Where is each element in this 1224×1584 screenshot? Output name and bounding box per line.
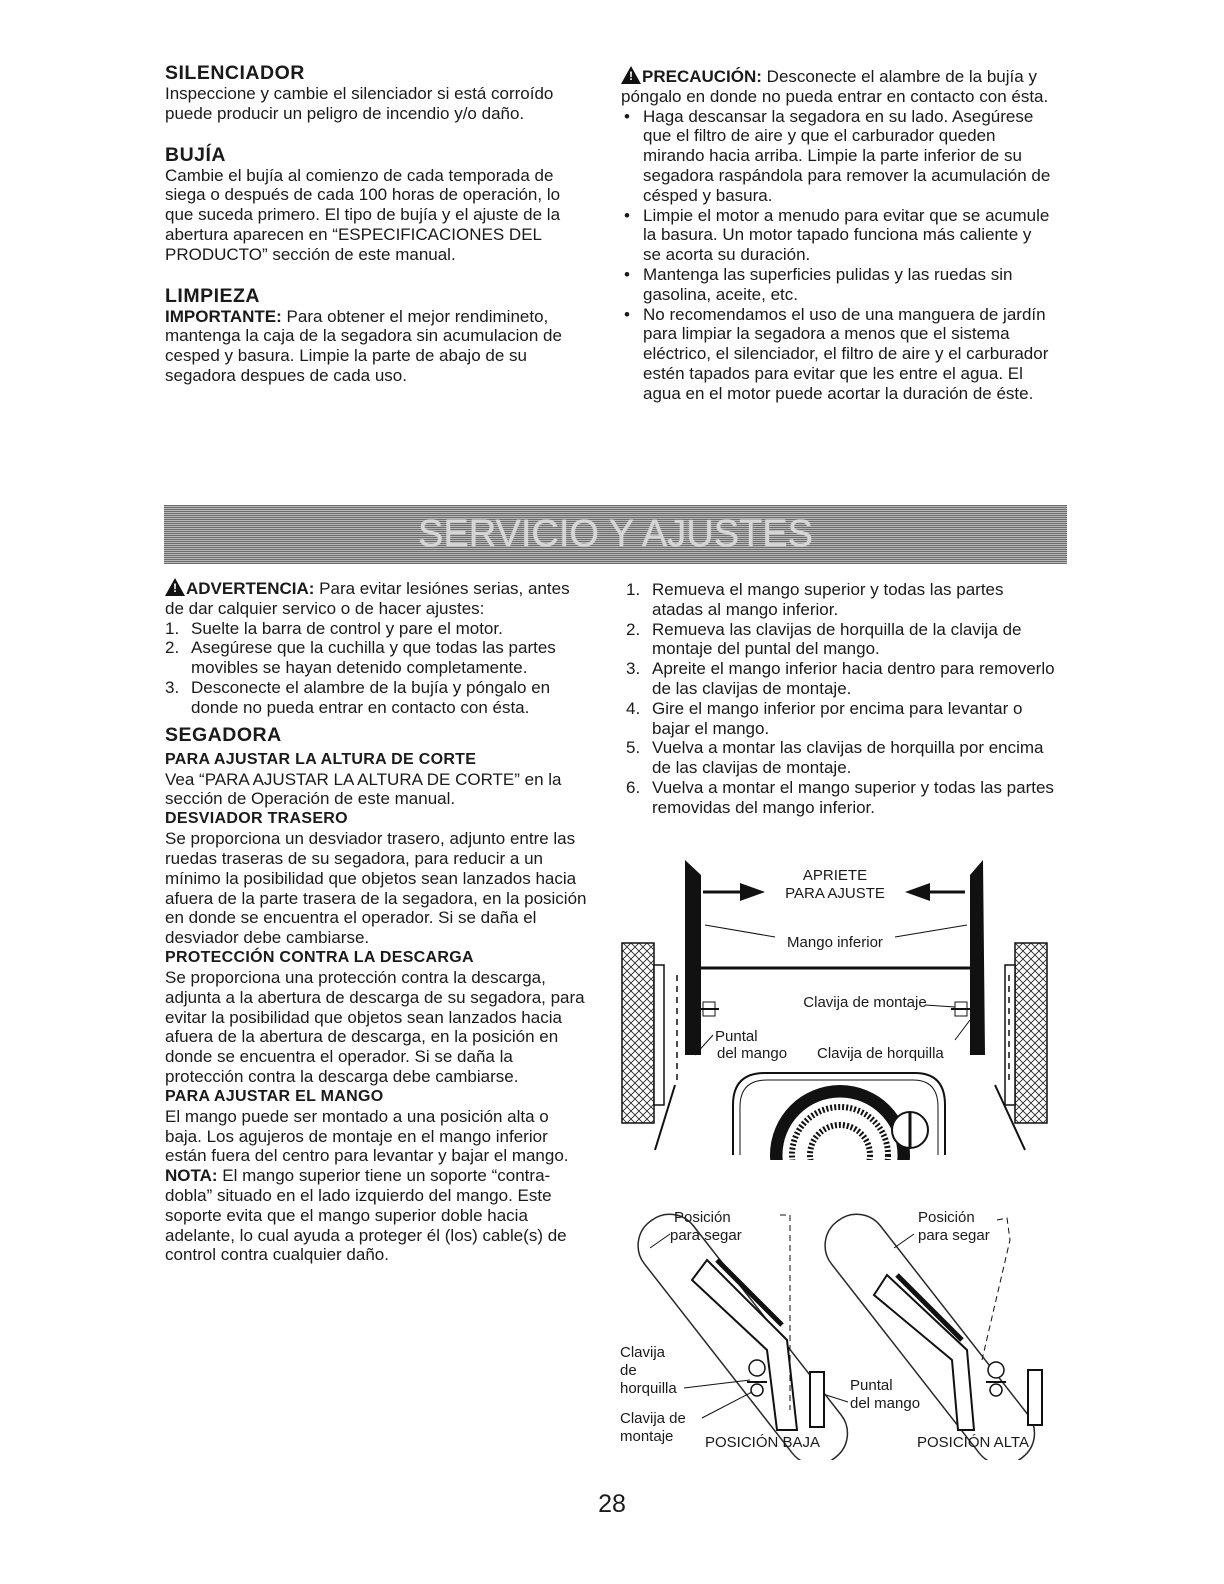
desviador-text: Se proporciona un desviador trasero, adjunto entre las ruedas traseras de su segadora, para reducir a un mínimo la posibilidad que objetos sean lanzados hacia afuera de la parte trasera de la segadora, en la posición en donde se encuentra el operador. Si se daña el desviador debe cambiarse.	[165, 829, 587, 948]
list-item	[626, 778, 1056, 818]
list-item: • Mantenga las superficies pulidas y las ruedas sin gasolina, aceite, etc.	[621, 265, 1051, 305]
advertencia-steps	[165, 619, 590, 718]
posicion-right-label: Posición	[918, 1209, 975, 1226]
step-text: Desconecte el alambre de la bujía y póngalo en donde no pueda entrar en contacto con ésta.	[191, 677, 551, 717]
step-number: 1.	[165, 618, 180, 638]
right-lower-handle	[970, 860, 985, 1055]
warning-triangle-icon	[621, 66, 641, 84]
list-item: • No recomendamos el uso de una manguera de jardín para limpiar la segadora a menos que el sistema eléctrico, el silenciador, el filtro de aire y el carburador estén tapados para evitar que les entre el agua. El agua en el motor puede acortar la duración de éste.	[621, 305, 1051, 404]
list-item	[626, 580, 1056, 620]
list-item	[165, 619, 590, 639]
advertencia-lead: ADVERTENCIA:	[186, 579, 315, 598]
step-number: 5.	[626, 738, 641, 758]
engine-fan	[770, 1085, 910, 1160]
advertencia-text	[165, 578, 590, 619]
page-number: 28	[598, 1490, 626, 1518]
left-wheel	[622, 943, 654, 1123]
para-ajuste-label: PARA AJUSTE	[785, 885, 885, 902]
mango-inferior-label: Mango inferior	[787, 934, 883, 951]
limpieza-heading: LIMPIEZA	[165, 284, 260, 307]
list-item	[626, 659, 1056, 699]
advertencia-body: Para evitar lesiónes serias, antes de dar calquier servico o de hacer ajustes:	[165, 579, 570, 618]
list-item	[626, 620, 1056, 660]
apriete-label: APRIETE	[802, 867, 868, 884]
left-bottom-column	[165, 578, 590, 1265]
puntal-label: Puntal	[850, 1377, 893, 1394]
proteccion-heading: PROTECCIÓN CONTRA LA DESCARGA	[165, 948, 474, 966]
step-number: 4.	[626, 698, 641, 718]
arrow-left-icon	[905, 883, 930, 901]
clavija-horquilla-label: Clavija de horquilla	[817, 1045, 944, 1062]
step-number: 3.	[165, 677, 180, 697]
left-strut	[810, 1372, 824, 1427]
bujia-heading: BUJÍA	[165, 143, 227, 166]
limpieza-body: Para obtener el mejor rendimineto, mantenga la caja de la segadora sin acumulacion de cesped y basura. Limpie la parte de abajo de su segadora despues de cada uso.	[165, 306, 562, 385]
list-item: • Limpie el motor a menudo para evitar que se acumule la basura. Un motor tapado funciona más caliente y se acorta su duración.	[621, 206, 1051, 265]
right-wheel	[1015, 943, 1047, 1123]
desviador-heading: DESVIADOR TRASERO	[165, 810, 348, 828]
handle-adjust-diagram	[615, 855, 1055, 1160]
list-item	[165, 638, 590, 678]
posicion-left-label: Posición	[674, 1209, 731, 1226]
right-bottom-column	[626, 580, 1056, 818]
handle-positions-diagram	[612, 1200, 1057, 1460]
posicion-alta-label: POSICIÓN ALTA	[917, 1434, 1029, 1451]
clavija-label: Clavija	[620, 1344, 666, 1361]
horquilla-label: horquilla	[620, 1380, 677, 1397]
left-lower-handle	[685, 860, 701, 1055]
warning-triangle-icon	[165, 578, 185, 596]
step-text: Vuelva a montar las clavijas de horquilla por encima de las clavijas de montaje.	[652, 738, 1044, 778]
nota-lead: NOTA:	[165, 1166, 218, 1186]
limpieza-text	[165, 307, 585, 386]
mango-steps	[626, 580, 1056, 818]
del-mango-label: del mango	[717, 1045, 788, 1062]
limpieza-lead: IMPORTANTE:	[165, 306, 282, 326]
step-text: Remueva el mango superior y todas las partes atadas al mango inferior.	[652, 580, 1004, 619]
step-number: 2.	[626, 619, 641, 639]
mango-text: El mango puede ser montado a una posición alta o baja. Los agujeros de montaje en el mango inferior están fuera del centro para levantar y bajar el mango.	[165, 1106, 569, 1166]
arrow-right-icon	[740, 883, 765, 901]
posicion-baja-label: POSICIÓN BAJA	[705, 1434, 821, 1451]
list-item	[626, 699, 1056, 739]
step-number: 1.	[626, 580, 641, 599]
list-item: • Haga descansar la segadora en su lado. Asegúrese que el filtro de aire y que el carburador queden mirando hacia arriba. Limpie la parte inferior de su segadora raspándola para remover la acumulación de césped y basura.	[621, 107, 1051, 206]
altura-text: Vea “PARA AJUSTAR LA ALTURA DE CORTE” en la sección de Operación de este manual.	[165, 769, 562, 809]
altura-heading: PARA AJUSTAR LA ALTURA DE CORTE	[165, 750, 477, 768]
step-text: Gire el mango inferior por encima para levantar o bajar el mango.	[652, 698, 1023, 738]
nota-body: El mango superior tiene un soporte “contra-dobla” situado en el lado izquierdo del mango. Este soporte evita que el mango superior doble hacia adelante, lo cual ayuda a proteger él (los) cable(s) de control contra cualquier daño.	[165, 1166, 567, 1265]
section-banner	[164, 505, 1067, 564]
para-segar-left-label: para segar	[670, 1227, 742, 1244]
puntal-label: Puntal	[715, 1028, 758, 1045]
banner-title: SERVICIO Y AJUSTES	[418, 513, 813, 555]
montaje-label: montaje	[620, 1428, 674, 1445]
step-text: Asegúrese que la cuchilla y que todas las partes movibles se hayan detenido completamente.	[191, 638, 556, 678]
segadora-heading: SEGADORA	[165, 723, 282, 746]
silenciador-text: Inspeccione y cambie el silenciador si está corroído puede producir un peligro de incendio y/o daño.	[165, 84, 554, 123]
step-number: 2.	[165, 638, 180, 658]
step-text: Vuelva a montar el mango superior y todas las partes removidas del mango inferior.	[652, 777, 1054, 817]
de-label: de	[620, 1362, 637, 1379]
step-number: 3.	[626, 659, 641, 679]
clavija-de-label: Clavija de	[620, 1410, 686, 1427]
right-top-column	[621, 66, 1051, 404]
step-text: Suelte la barra de control y pare el motor.	[191, 618, 503, 638]
list-item	[626, 738, 1056, 778]
list-item	[165, 678, 590, 718]
precaucion-list	[621, 107, 1051, 404]
precaucion-lead: PRECAUCIÓN:	[642, 67, 762, 86]
mango-heading: PARA AJUSTAR EL MANGO	[165, 1087, 384, 1105]
para-segar-right-label: para segar	[918, 1227, 990, 1244]
clavija-montaje-label: Clavija de montaje	[803, 994, 927, 1011]
step-text: Apreite el mango inferior hacia dentro para removerlo de las clavijas de montaje.	[652, 659, 1055, 698]
nota-text	[165, 1166, 590, 1265]
del-mango-label: del mango	[850, 1395, 921, 1412]
step-text: Remueva las clavijas de horquilla de la clavija de montaje del puntal del mango.	[652, 619, 1022, 659]
precaucion-body: Desconecte el alambre de la bujía y póngalo en donde no pueda entrar en contacto con ésta.	[621, 67, 1049, 106]
silenciador-heading: SILENCIADOR	[165, 62, 305, 84]
step-number: 6.	[626, 777, 641, 797]
left-top-column	[165, 62, 585, 386]
bujia-text: Cambie el bujía al comienzo de cada temporada de siega o después de cada 100 horas de operación, lo que suceda primero. El tipo de bujía y el ajuste de la abertura aparecen en “ESPECIFICACIONES DEL PRODUCTO” sección de este manual.	[165, 165, 561, 264]
precaucion-text	[621, 66, 1051, 107]
right-strut	[1028, 1370, 1042, 1425]
proteccion-text: Se proporciona una protección contra la descarga, adjunta a la abertura de descarga de su segadora, para evitar la posibilidad que objetos sean lanzados hacia afuera de la abertura de descarga, en la posición en donde se encuentra el operador. Si se daña la protección contra la descarga debe cambiarse.	[165, 967, 585, 1086]
